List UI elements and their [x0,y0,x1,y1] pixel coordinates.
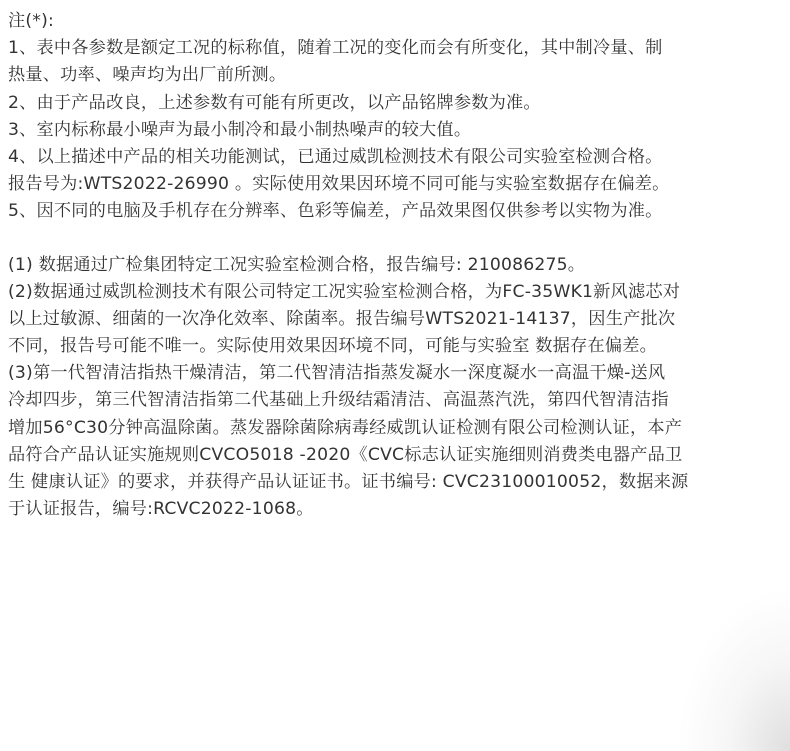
footnote-line: 生 健康认证》的要求，并获得产品认证证书。证书编号: CVC23100010052，数据来源 [8,472,689,492]
footnote-line: 冷却四步，第三代智清洁指第二代基础上升级结霜清洁、高温蒸汽洗，第四代智清洁指 [8,390,669,411]
note-line: 3、室内标称最小噪声为最小制冷和最小制热噪声的较大值。 [8,119,472,140]
footnote-line: (3)第一代智清洁指热干燥清洁，第二代智清洁指蒸发凝水一深度凝水一高温干燥-送风 [8,363,666,384]
note-line: 5、因不同的电脑及手机存在分辨率、色彩等偏差，产品效果图仅供参考以实物为准。 [8,201,663,222]
note-line: 2、由于产品改良，上述参数有可能有所更改，以产品铭牌参数为准。 [8,92,541,113]
corner-shadow [680,591,790,751]
footnote-line: 增加56°C30分钟高温除菌。蒸发器除菌除病毒经威凯认证检测有限公司检测认证，本产 [8,417,683,438]
note-line: 1、表中各参数是额定工况的标称值，随着工况的变化而会有所变化，其中制冷量、制 [8,38,663,59]
footnote-line: 品符合产品认证实施规则CVCO5018 -2020《CVC标志认证实施细则消费类电器产品卫 [8,444,683,465]
footnote-line: (1) 数据通过广检集团特定工况实验室检测合格，报告编号: 210086275。 [8,254,586,275]
footnote-line: 以上过敏源、细菌的一次净化效率、除菌率。报告编号WTS2021-14137，因生产批次 [8,308,676,329]
footnote-line: 于认证报告，编号:RCVC2022-1068。 [8,499,314,520]
footnote-line: (2)数据通过威凯检测技术有限公司特定工况实验室检测合格，为FC-35WK1新风滤芯对 [8,281,681,302]
note-line: 报告号为:WTS2022-26990 。实际使用效果因环境不同可能与实验室数据存在偏差。 [8,174,670,195]
notes-heading: 注(*): [8,11,54,31]
footnotes-section [8,252,782,524]
notes-section [8,8,782,226]
note-line: 热量、功率、噪声均为出厂前所测。 [8,65,287,86]
section-spacer [8,226,782,252]
footnote-line: 不同，报告号可能不唯一。实际使用效果因环境不同，可能与实验室 数据存在偏差。 [8,336,658,357]
note-line: 4、以上描述中产品的相关功能测试，已通过威凯检测技术有限公司实验室检测合格。 [8,146,663,167]
